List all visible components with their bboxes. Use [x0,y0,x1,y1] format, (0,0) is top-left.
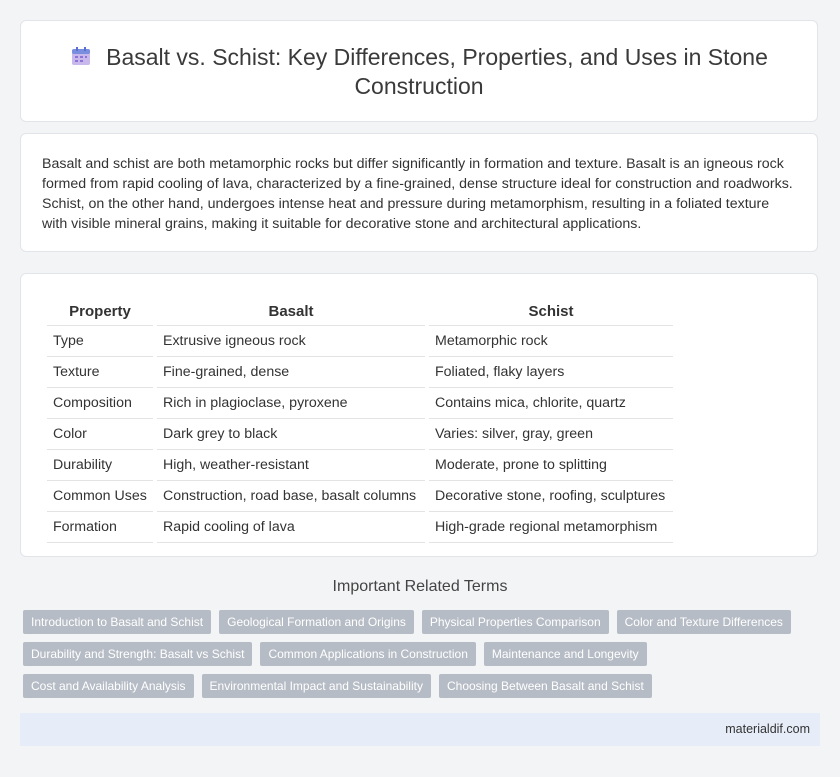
cell-property: Color [47,419,153,450]
cell-schist: Decorative stone, roofing, sculptures [429,481,673,512]
title-line-1: Basalt vs. Schist: Key Differences, Properties, and Uses in Stone [106,44,768,70]
header-basalt: Basalt [157,293,425,326]
cell-basalt: Dark grey to black [157,419,425,450]
cell-property: Texture [47,357,153,388]
footer [20,713,820,746]
related-term-tag[interactable]: Cost and Availability Analysis [23,674,194,698]
cell-basalt: Rich in plagioclase, pyroxene [157,388,425,419]
related-term-tag[interactable]: Maintenance and Longevity [484,642,647,666]
table-row [47,419,673,450]
title-line-2: Construction [354,73,484,99]
table-row [47,326,673,357]
cell-schist: Foliated, flaky layers [429,357,673,388]
cell-schist: Varies: silver, gray, green [429,419,673,450]
intro-card [20,133,818,252]
table-header-row [47,293,673,326]
cell-property: Formation [47,512,153,543]
cell-schist: Metamorphic rock [429,326,673,357]
comparison-table [43,293,677,543]
table-row [47,357,673,388]
related-term-tag[interactable]: Introduction to Basalt and Schist [23,610,211,634]
cell-schist: Contains mica, chlorite, quartz [429,388,673,419]
cell-schist: Moderate, prone to splitting [429,450,673,481]
table-row [47,450,673,481]
related-term-tag[interactable]: Durability and Strength: Basalt vs Schist [23,642,252,666]
header-card [20,20,818,122]
related-terms-list [23,610,813,698]
related-term-tag[interactable]: Geological Formation and Origins [219,610,414,634]
table-row [47,481,673,512]
cell-property: Composition [47,388,153,419]
intro-paragraph: Basalt and schist are both metamorphic rocks but differ significantly in formation and texture. Basalt is an igneous rock formed from rapid cooling of lava, characterized by a fine-grained, dense structure ideal for construction and roadworks. Schist, on the other hand, undergoes intense heat and pressure during metamorphism, resulting in a foliated texture with visible mineral grains, making it suitable for decorative stone and architectural applications. [42,156,793,232]
cell-property: Durability [47,450,153,481]
cell-basalt: High, weather-resistant [157,450,425,481]
cell-basalt: Fine-grained, dense [157,357,425,388]
footer-site[interactable]: materialdif.com [725,722,810,736]
table-row [47,388,673,419]
cell-property: Type [47,326,153,357]
cell-property: Common Uses [47,481,153,512]
header-property: Property [47,293,153,326]
header-schist: Schist [429,293,673,326]
cell-basalt: Rapid cooling of lava [157,512,425,543]
cell-basalt: Extrusive igneous rock [157,326,425,357]
table-row [47,512,673,543]
related-term-tag[interactable]: Common Applications in Construction [260,642,475,666]
calendar-icon [70,45,92,67]
cell-basalt: Construction, road base, basalt columns [157,481,425,512]
related-term-tag[interactable]: Environmental Impact and Sustainability [202,674,431,698]
comparison-card [20,273,818,557]
related-terms-title: Important Related Terms [332,578,508,595]
related-term-tag[interactable]: Choosing Between Basalt and Schist [439,674,652,698]
related-term-tag[interactable]: Physical Properties Comparison [422,610,609,634]
related-term-tag[interactable]: Color and Texture Differences [617,610,791,634]
cell-schist: High-grade regional metamorphism [429,512,673,543]
page-title [21,43,817,101]
